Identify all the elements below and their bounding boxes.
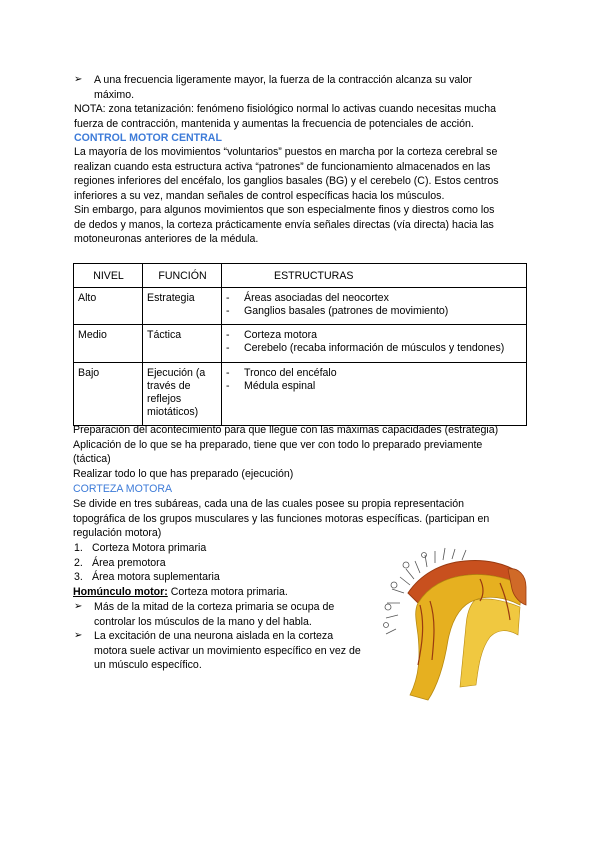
list-item: 1. Corteza Motora primaria [74,542,207,554]
heading-corteza-motora: CORTEZA MOTORA [73,483,173,495]
corteza-paragraph: Se divide en tres subáreas, cada una de las cuales posee su propia representación topográfica de los grupos musculares y las funciones motoras específicas. (participan en regulación motora) [73,498,490,539]
header-estructuras: ESTRUCTURAS [222,264,527,288]
para-line: regiones inferiores del encéfalo, los ganglios basales (BG) y el cerebelo (C). Estos centros [74,175,499,187]
bullet-line: máximo. [94,88,135,101]
cell-nivel: Alto [74,288,143,325]
header-nivel: NIVEL [74,264,143,288]
control-paragraph [74,145,499,247]
nota-line: fuerza de contracción, mantenida y aumentas la frecuencia de potenciales de acción. [74,117,474,130]
table-row [74,288,527,325]
estructura-item: Ganglios basales (patrones de movimiento) [244,305,449,317]
para-line: realizan cuando esta estructura activa “patrones” de funcionamiento almacenados en las [74,160,491,173]
homunculus-illustration [380,545,530,710]
para-line: motoneuronas anteriores de la médula. [74,233,259,245]
cell-estructuras: - Áreas asociadas del neocortex - Ganglios basales (patrones de movimiento) [222,288,527,325]
homunculo-heading: Homúnculo motor: Corteza motora primaria. [73,586,288,598]
areas-list [74,541,220,585]
arrow-bullet-icon: ➢ [74,74,83,85]
niveles-explanation: Preparación del acontecimiento para que llegue con las máximas capacidades (estrategia) Aplicación de lo que se ha preparado, tiene que ver con todo lo preparado previamente (táctica) Realizar todo lo que has preparado (ejecución) [73,424,499,480]
table-row [74,363,527,426]
cell-estructuras: - Corteza motora - Cerebelo (recaba información de músculos y tendones) [222,325,527,363]
para-line: Sin embargo, para algunos movimientos que son especialmente finos y diestros como los [74,204,495,216]
white-matter-inner [460,599,520,687]
estructura-item: Cerebelo (recaba información de músculos y tendones) [244,342,505,354]
estructura-item: Médula espinal [244,380,316,392]
estructura-item: Tronco del encéfalo [244,367,337,379]
heading-control-motor: CONTROL MOTOR CENTRAL [74,132,222,144]
estructura-item: Áreas asociadas del neocortex [244,292,389,304]
estructura-item: Corteza motora [244,329,318,341]
table-header-row [74,264,527,288]
niveles-table [73,263,527,426]
nota-paragraph [74,102,496,131]
para-line: inferiores a su vez, mandan señales de control específicas hacia los músculos. [74,189,445,202]
header-funcion: FUNCIÓN [143,264,222,288]
list-item: 3. Área motora suplementaria [74,571,220,583]
cell-estructuras: - Tronco del encéfalo - Médula espinal [222,363,527,426]
para-line: La mayoría de los movimientos “voluntarios” puestos en marcha por la corteza cerebral se [74,146,498,158]
table-row [74,325,527,363]
nota-line: NOTA: zona tetanización: fenómeno fisiológico normal lo activas cuando necesitas mucha [74,103,497,115]
cell-funcion: Estrategia [143,288,222,325]
cell-funcion: Ejecución (a través de reflejos miotáticos) [143,363,222,426]
list-item: 2. Área premotora [74,556,166,569]
cell-nivel: Medio [74,325,143,363]
arrow-bullet-icon: ➢ [74,601,83,612]
cell-nivel: Bajo [74,363,143,426]
para-line: de dedos y manos, la corteza prácticamente envía señales directas (vía directa) hacia las [74,218,494,231]
homunculo-label: Homúnculo motor: [73,586,168,598]
bullet-line: A una frecuencia ligeramente mayor, la fuerza de la contracción alcanza su valor [94,74,473,86]
cell-funcion: Táctica [143,325,222,363]
arrow-bullet-icon: ➢ [74,630,83,641]
